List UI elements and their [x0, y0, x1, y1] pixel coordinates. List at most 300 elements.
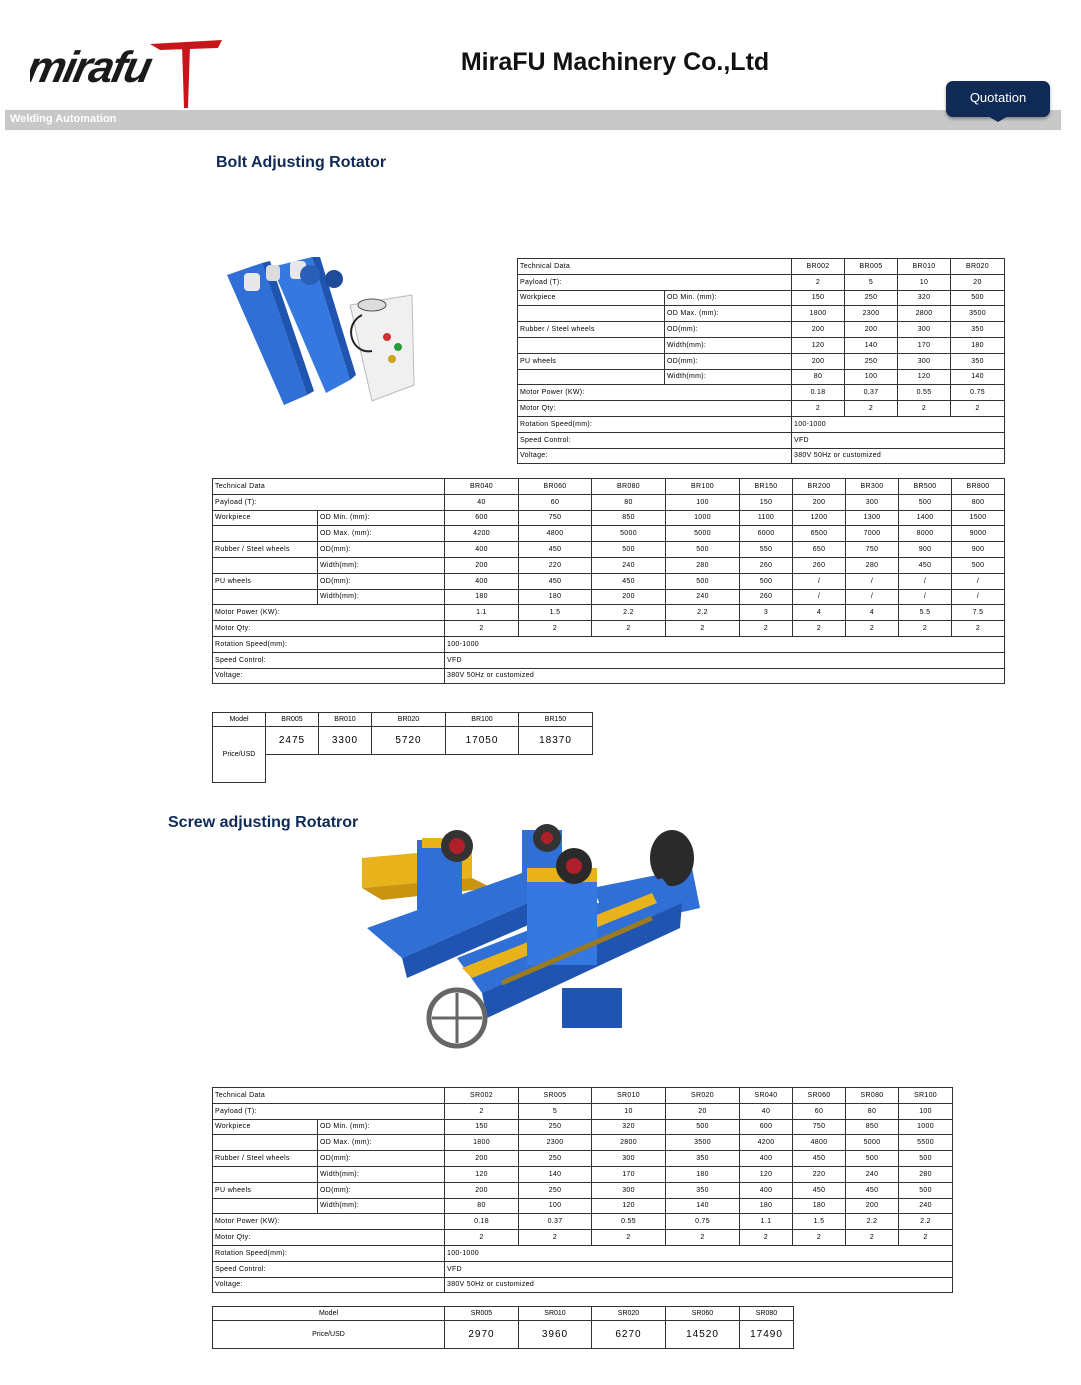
row-sublabel: OD Max. (mm):: [318, 1135, 445, 1151]
cell: 2: [793, 1230, 846, 1246]
cell: 4: [846, 605, 899, 621]
section-title-bolt-rotator: Bolt Adjusting Rotator: [216, 154, 387, 171]
cell: 80: [592, 494, 666, 510]
cell: 320: [592, 1119, 666, 1135]
table-row: [518, 369, 1005, 385]
cell: 2: [519, 621, 592, 637]
cell: 20: [666, 1103, 740, 1119]
model-cell: BR005: [845, 259, 898, 275]
quotation-button[interactable]: Quotation: [946, 81, 1050, 117]
table-row: [213, 621, 1005, 637]
model-cell: BR002: [792, 259, 845, 275]
cell: 750: [519, 510, 592, 526]
row-label: PU wheels: [213, 573, 318, 589]
header-label: Technical Data: [213, 479, 445, 495]
price-cell: 17490: [740, 1321, 794, 1349]
cell: 900: [899, 542, 952, 558]
screw-rotator-spec-table: [212, 1087, 953, 1293]
cell: 2.2: [592, 605, 666, 621]
cell: 120: [792, 337, 845, 353]
table-row: [213, 1230, 953, 1246]
model-cell: BR100: [446, 713, 519, 727]
cell: 180: [740, 1198, 793, 1214]
row-label: Speed Control:: [518, 432, 792, 448]
bolt-rotator-spec-table-large: [212, 478, 1005, 684]
cell: 5000: [666, 526, 740, 542]
model-cell: BR020: [372, 713, 446, 727]
logo-stroke: [182, 46, 190, 108]
cell: 400: [740, 1182, 793, 1198]
cell: 2800: [592, 1135, 666, 1151]
price-cell: 2475: [266, 727, 319, 755]
cell: 2: [846, 621, 899, 637]
model-cell: SR002: [445, 1088, 519, 1104]
cell: 5500: [899, 1135, 953, 1151]
price-label: Price/USD: [213, 1321, 445, 1349]
model-cell: SR040: [740, 1088, 793, 1104]
cell: 2: [952, 621, 1005, 637]
cell: 0.75: [951, 385, 1005, 401]
company-name: MiraFU Machinery Co.,Ltd: [460, 48, 770, 76]
cell: 240: [666, 589, 740, 605]
table-row: [213, 494, 1005, 510]
cell: 10: [592, 1103, 666, 1119]
cell: 500: [951, 290, 1005, 306]
section-title-screw-rotator: Screw adjusting Rotatror: [168, 814, 359, 831]
model-cell: BR200: [793, 479, 846, 495]
cell: 2: [898, 401, 951, 417]
table-row: [213, 1245, 953, 1261]
cell: 140: [519, 1166, 592, 1182]
cell: 1000: [899, 1119, 953, 1135]
model-cell: BR150: [740, 479, 793, 495]
cell: 3500: [666, 1135, 740, 1151]
header-label: Technical Data: [213, 1088, 445, 1104]
cell: 4800: [519, 526, 592, 542]
cell: 260: [740, 557, 793, 573]
company-logo: [30, 36, 255, 111]
model-label: Model: [213, 713, 266, 727]
row-sublabel: OD(mm):: [318, 542, 445, 558]
cell: 1.1: [445, 605, 519, 621]
cell: 250: [519, 1151, 592, 1167]
cell: /: [793, 573, 846, 589]
cell: 0.18: [792, 385, 845, 401]
cell: 2: [519, 1230, 592, 1246]
cell: 40: [740, 1103, 793, 1119]
table-row: [213, 542, 1005, 558]
cell: 350: [666, 1151, 740, 1167]
row-label: Motor Power (KW):: [213, 605, 445, 621]
table-row: [213, 573, 1005, 589]
row-label: Voltage:: [518, 448, 792, 464]
cell: 250: [845, 353, 898, 369]
table-row: [213, 1214, 953, 1230]
cell: 400: [445, 542, 519, 558]
price-label: Price/USD: [213, 727, 266, 783]
cell: 100-1000: [445, 1245, 953, 1261]
price-cell: 17050: [446, 727, 519, 755]
cell: 200: [846, 1198, 899, 1214]
row-label: Workpiece: [213, 1119, 318, 1135]
price-cell: 6270: [592, 1321, 666, 1349]
table-row: [213, 1321, 794, 1349]
cell: 80: [792, 369, 845, 385]
cell: 80: [445, 1198, 519, 1214]
cell: 400: [445, 573, 519, 589]
table-row: [213, 605, 1005, 621]
cell: /: [899, 573, 952, 589]
model-cell: BR150: [519, 713, 593, 727]
cell: 8000: [899, 526, 952, 542]
row-label: Payload (T):: [518, 274, 792, 290]
model-cell: BR800: [952, 479, 1005, 495]
cell: 1.5: [519, 605, 592, 621]
row-label: Payload (T):: [213, 1103, 445, 1119]
table-row: [518, 290, 1005, 306]
model-cell: BR010: [319, 713, 372, 727]
model-cell: SR020: [592, 1307, 666, 1321]
price-cell: 3300: [319, 727, 372, 755]
cell: 500: [740, 573, 793, 589]
model-cell: SR060: [793, 1088, 846, 1104]
cell: VFD: [792, 432, 1005, 448]
cell: 120: [445, 1166, 519, 1182]
cell: 850: [592, 510, 666, 526]
cell: 2: [592, 1230, 666, 1246]
table-row: [518, 353, 1005, 369]
cell: 2.2: [846, 1214, 899, 1230]
cell: 450: [899, 557, 952, 573]
cell: 1800: [445, 1135, 519, 1151]
model-label: Model: [213, 1307, 445, 1321]
table-row: [518, 385, 1005, 401]
cell: 2300: [845, 306, 898, 322]
cell: 350: [951, 353, 1005, 369]
row-sublabel: OD(mm):: [665, 322, 792, 338]
row-label: Motor Qty:: [213, 621, 445, 637]
cell: 1500: [952, 510, 1005, 526]
bolt-rotator-photo: [222, 255, 417, 413]
cell: 1.5: [793, 1214, 846, 1230]
cell: 0.55: [898, 385, 951, 401]
cell: /: [952, 589, 1005, 605]
table-row: [518, 274, 1005, 290]
row-label: Speed Control:: [213, 652, 445, 668]
table-row: [213, 713, 593, 727]
cell: /: [846, 573, 899, 589]
cell: 2: [793, 621, 846, 637]
cell: /: [952, 573, 1005, 589]
cell: 5: [845, 274, 898, 290]
cell: 750: [793, 1119, 846, 1135]
cell: 350: [666, 1182, 740, 1198]
row-label: Rubber / Steel wheels: [213, 1151, 318, 1167]
cell: 2.2: [666, 605, 740, 621]
cell: /: [793, 589, 846, 605]
cell: 400: [740, 1151, 793, 1167]
table-row: [518, 306, 1005, 322]
cell: 500: [592, 542, 666, 558]
cell: 2: [899, 621, 952, 637]
cell: 2: [445, 1103, 519, 1119]
table-row: [213, 1135, 953, 1151]
model-cell: BR500: [899, 479, 952, 495]
cell: 260: [740, 589, 793, 605]
table-row: [213, 589, 1005, 605]
cell: 3500: [951, 306, 1005, 322]
cell: 220: [519, 557, 592, 573]
cell: 5: [519, 1103, 592, 1119]
row-label: Motor Qty:: [213, 1230, 445, 1246]
cell: 240: [846, 1166, 899, 1182]
cell: 500: [846, 1151, 899, 1167]
row-sublabel: OD Min. (mm):: [318, 510, 445, 526]
cell: 500: [899, 1151, 953, 1167]
table-row: [518, 401, 1005, 417]
model-cell: SR080: [740, 1307, 794, 1321]
row-sublabel: OD Min. (mm):: [318, 1119, 445, 1135]
cell: 200: [445, 1182, 519, 1198]
table-row: [213, 1103, 953, 1119]
cell: 750: [846, 542, 899, 558]
table-row: [213, 727, 593, 755]
cell: 7000: [846, 526, 899, 542]
cell: 60: [519, 494, 592, 510]
model-cell: SR060: [666, 1307, 740, 1321]
cell: 120: [740, 1166, 793, 1182]
row-label: Motor Qty:: [518, 401, 792, 417]
model-cell: SR080: [846, 1088, 899, 1104]
cell: 450: [519, 573, 592, 589]
price-cell: 3960: [519, 1321, 592, 1349]
cell: 250: [519, 1182, 592, 1198]
cell: 380V 50Hz or customized: [445, 1277, 953, 1293]
cell: 0.37: [845, 385, 898, 401]
cell: 2: [792, 401, 845, 417]
cell: 300: [846, 494, 899, 510]
cell: 1.1: [740, 1214, 793, 1230]
model-cell: BR300: [846, 479, 899, 495]
row-label: Speed Control:: [213, 1261, 445, 1277]
row-sublabel: OD(mm):: [318, 573, 445, 589]
cell: 2: [445, 621, 519, 637]
cell: 300: [898, 353, 951, 369]
cell: 2: [666, 1230, 740, 1246]
screw-rotator-price-table: [212, 1306, 794, 1349]
table-row: [213, 1261, 953, 1277]
cell: 500: [666, 1119, 740, 1135]
row-label: Motor Power (KW):: [518, 385, 792, 401]
cell: 1400: [899, 510, 952, 526]
cell: 170: [898, 337, 951, 353]
cell: 180: [666, 1166, 740, 1182]
row-sublabel: OD Max. (mm):: [318, 526, 445, 542]
table-row: [518, 416, 1005, 432]
cell: 2800: [898, 306, 951, 322]
cell: 260: [793, 557, 846, 573]
cell: /: [846, 589, 899, 605]
table-row: [213, 652, 1005, 668]
cell: 100-1000: [445, 636, 1005, 652]
cell: 280: [666, 557, 740, 573]
cell: 220: [793, 1166, 846, 1182]
cell: 200: [792, 322, 845, 338]
cell: 80: [846, 1103, 899, 1119]
row-sublabel: OD Max. (mm):: [665, 306, 792, 322]
table-row: [213, 557, 1005, 573]
model-cell: BR005: [266, 713, 319, 727]
cell: VFD: [445, 652, 1005, 668]
price-cell: 14520: [666, 1321, 740, 1349]
row-label: Voltage:: [213, 1277, 445, 1293]
price-cell: 18370: [519, 727, 593, 755]
cell: 4: [793, 605, 846, 621]
cell: 170: [592, 1166, 666, 1182]
cell: 2: [845, 401, 898, 417]
table-row: [213, 1198, 953, 1214]
row-label: Rubber / Steel wheels: [213, 542, 318, 558]
model-cell: SR005: [519, 1088, 592, 1104]
table-row: [213, 1088, 953, 1104]
cell: 2: [740, 621, 793, 637]
cell: 200: [445, 1151, 519, 1167]
cell: 500: [899, 494, 952, 510]
cell: 380V 50Hz or customized: [445, 668, 1005, 684]
cell: 200: [445, 557, 519, 573]
cell: 250: [845, 290, 898, 306]
header-bar-label: Welding Automation: [10, 113, 117, 125]
row-label: PU wheels: [213, 1182, 318, 1198]
row-label: Workpiece: [518, 290, 665, 306]
row-sublabel: OD(mm):: [318, 1151, 445, 1167]
cell: 5000: [846, 1135, 899, 1151]
cell: 2: [846, 1230, 899, 1246]
cell: 240: [899, 1198, 953, 1214]
model-cell: BR080: [592, 479, 666, 495]
cell: 5.5: [899, 605, 952, 621]
cell: 2: [792, 274, 845, 290]
row-sublabel: Width(mm):: [318, 589, 445, 605]
row-sublabel: OD(mm):: [665, 353, 792, 369]
cell: 2: [445, 1230, 519, 1246]
cell: 450: [793, 1182, 846, 1198]
cell: 0.18: [445, 1214, 519, 1230]
cell: 1100: [740, 510, 793, 526]
row-sublabel: Width(mm):: [318, 1166, 445, 1182]
cell: 1000: [666, 510, 740, 526]
row-label: Workpiece: [213, 510, 318, 526]
row-label: Rotation Speed(mm):: [518, 416, 792, 432]
cell: 2.2: [899, 1214, 953, 1230]
row-sublabel: OD(mm):: [318, 1182, 445, 1198]
cell: 450: [793, 1151, 846, 1167]
row-label: Rubber / Steel wheels: [518, 322, 665, 338]
model-cell: SR020: [666, 1088, 740, 1104]
model-cell: BR060: [519, 479, 592, 495]
table-row: [518, 337, 1005, 353]
cell: 500: [666, 542, 740, 558]
table-row: [213, 510, 1005, 526]
model-cell: SR010: [592, 1088, 666, 1104]
screw-rotator-photo: [362, 818, 700, 1058]
cell: 800: [952, 494, 1005, 510]
row-label: Motor Power (KW):: [213, 1214, 445, 1230]
cell: 250: [519, 1119, 592, 1135]
quotation-button-pointer: [986, 115, 1010, 122]
row-label: Rotation Speed(mm):: [213, 636, 445, 652]
bolt-rotator-price-table: [212, 712, 593, 783]
row-label: Voltage:: [213, 668, 445, 684]
cell: 2300: [519, 1135, 592, 1151]
row-label: Payload (T):: [213, 494, 445, 510]
cell: 450: [592, 573, 666, 589]
cell: 1800: [792, 306, 845, 322]
cell: 180: [445, 589, 519, 605]
cell: 350: [951, 322, 1005, 338]
cell: 200: [845, 322, 898, 338]
cell: 300: [592, 1182, 666, 1198]
cell: 380V 50Hz or customized: [792, 448, 1005, 464]
cell: 240: [592, 557, 666, 573]
table-row: [518, 432, 1005, 448]
row-label: PU wheels: [518, 353, 665, 369]
cell: 650: [793, 542, 846, 558]
cell: 60: [793, 1103, 846, 1119]
model-cell: SR005: [445, 1307, 519, 1321]
cell: 1300: [846, 510, 899, 526]
row-sublabel: Width(mm):: [665, 369, 792, 385]
cell: 550: [740, 542, 793, 558]
cell: 40: [445, 494, 519, 510]
cell: 120: [592, 1198, 666, 1214]
table-row: [213, 1307, 794, 1321]
cell: 850: [846, 1119, 899, 1135]
cell: 100: [519, 1198, 592, 1214]
row-sublabel: Width(mm):: [318, 557, 445, 573]
table-row: [518, 322, 1005, 338]
logo-wordmark: mirafu: [30, 43, 155, 92]
cell: 150: [792, 290, 845, 306]
cell: 180: [519, 589, 592, 605]
table-row: [518, 259, 1005, 275]
table-row: [213, 1182, 953, 1198]
cell: 9000: [952, 526, 1005, 542]
cell: 120: [898, 369, 951, 385]
model-cell: SR010: [519, 1307, 592, 1321]
cell: 6000: [740, 526, 793, 542]
row-label: Rotation Speed(mm):: [213, 1245, 445, 1261]
cell: 2: [666, 621, 740, 637]
table-row: [213, 1277, 953, 1293]
cell: 0.75: [666, 1214, 740, 1230]
bolt-rotator-spec-table-small: [517, 258, 1005, 464]
cell: 5000: [592, 526, 666, 542]
cell: 2: [899, 1230, 953, 1246]
cell: 4200: [740, 1135, 793, 1151]
cell: 3: [740, 605, 793, 621]
model-cell: BR020: [951, 259, 1005, 275]
cell: 20: [951, 274, 1005, 290]
cell: 150: [740, 494, 793, 510]
header-label: Technical Data: [518, 259, 792, 275]
cell: 300: [898, 322, 951, 338]
price-cell: 2970: [445, 1321, 519, 1349]
table-row: [213, 1166, 953, 1182]
cell: 2: [740, 1230, 793, 1246]
model-cell: BR100: [666, 479, 740, 495]
row-sublabel: Width(mm):: [318, 1198, 445, 1214]
